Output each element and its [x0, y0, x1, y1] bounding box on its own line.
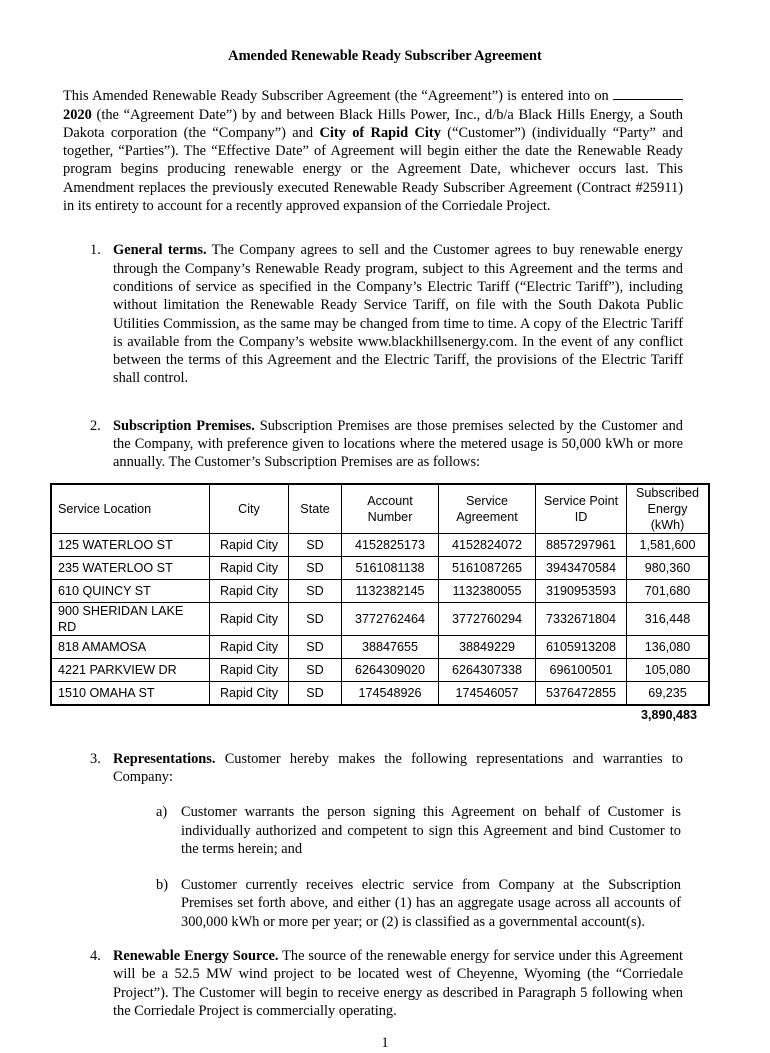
total-subscribed-energy: 3,890,483 [640, 707, 697, 722]
subitem-label: a) [156, 804, 168, 821]
table-row [51, 658, 709, 681]
table-cell: SD [289, 602, 342, 635]
intro-year: 2020 [63, 106, 92, 123]
subitem-b [156, 876, 681, 931]
table-cell: Rapid City [210, 579, 289, 602]
column-header: Service Point ID [536, 484, 627, 534]
table-row [51, 533, 709, 556]
table-row [51, 602, 709, 635]
section-text: Subscription Premises are those premises selected by the Customer and the Company, with preference given to locations where the metered usage is 50,000 kWh or more annually. The Customer’s Subscription Premises are as follows: [113, 417, 684, 471]
column-header: Subscribed Energy (kWh) [627, 484, 710, 534]
section-number: 2. [90, 417, 101, 434]
section-text: The Company agrees to sell and the Customer agrees to buy renewable energy through the Company’s Renewable Ready program, subject to this Agreement and the terms and conditions of service as specified in the Company’s Electric Tariff (“Electric Tariff”), including without limitation the Renewable Ready Service Tariff, on file with the South Dakota Public Utilities Commission, as the same may be changed from time to time. A copy of the Electric Tariff is available from the Company’s website www.blackhillsenergy.com. In the event of any conflict between the terms of this Agreement and the Electric Tariff, the provisions of the Electric Tariff shall control. [113, 242, 683, 387]
section-heading: Renewable Energy Source. [113, 948, 279, 965]
section-heading: Subscription Premises. [113, 417, 255, 434]
section-3 [90, 750, 683, 787]
column-header: Account Number [342, 484, 439, 534]
page-number: 1 [381, 1035, 389, 1052]
subitem-label: b) [156, 877, 168, 894]
table-cell: 1132380055 [439, 579, 536, 602]
table-cell: 7332671804 [536, 602, 627, 635]
section-heading: General terms. [113, 242, 207, 259]
section-number: 3. [90, 750, 101, 767]
subscription-premises-table [50, 483, 710, 706]
table-cell: SD [289, 681, 342, 705]
table-cell: 1132382145 [342, 579, 439, 602]
table-cell: 980,360 [627, 556, 710, 579]
date-blank [613, 87, 683, 100]
section-2 [90, 417, 684, 472]
section-text: Customer hereby makes the following representations and warranties to Company: [113, 750, 683, 785]
table-row [51, 579, 709, 602]
table-header-row [51, 484, 709, 534]
table-cell: 38847655 [342, 635, 439, 658]
subitem-text: Customer currently receives electric service from Company at the Subscription Premises set forth above, and either (1) has an aggregate usage across all accounts of 300,000 kWh or more per year; or (2) is classified as a governmental account(s). [181, 877, 681, 930]
table-cell: SD [289, 658, 342, 681]
table-cell: 38849229 [439, 635, 536, 658]
table-cell: SD [289, 579, 342, 602]
table-cell: 4152824072 [439, 533, 536, 556]
table-row [51, 556, 709, 579]
table-cell: 125 WATERLOO ST [51, 533, 210, 556]
table-cell: 701,680 [627, 579, 710, 602]
section-1 [90, 241, 683, 387]
intro-text: (the “Agreement Date”) by and between Black Hills Power, Inc., d/b/a Black Hills Energy, a South Dakota corporation (the “Company”) and [63, 106, 683, 141]
table-row [51, 681, 709, 705]
table-row [51, 635, 709, 658]
table-cell: 610 QUINCY ST [51, 579, 210, 602]
table-cell: 3190953593 [536, 579, 627, 602]
table-cell: 316,448 [627, 602, 710, 635]
table-cell: 5161087265 [439, 556, 536, 579]
subitem-a [156, 803, 681, 858]
table-cell: 696100501 [536, 658, 627, 681]
intro-text: (“Customer”) (individually “Party” and together, “Parties”). The “Effective Date” of Agreement will begin either the date the Renewable Ready program begins producing renewable energy or the Agreement Date, whichever occurs last. This Amendment replaces the previously executed Renewable Ready Subscriber Agreement (Contract #25911) in its entirety to account for a recently approved expansion of the Corriedale Project. [63, 124, 683, 215]
section-number: 4. [90, 948, 101, 965]
table-cell: SD [289, 556, 342, 579]
table-cell: 136,080 [627, 635, 710, 658]
intro-text: This Amended Renewable Ready Subscriber Agreement (the “Agreement”) is entered into on [63, 88, 613, 105]
table-cell: 174548926 [342, 681, 439, 705]
column-header: State [289, 484, 342, 534]
column-header: City [210, 484, 289, 534]
column-header: Service Location [51, 484, 210, 534]
table-cell: 4152825173 [342, 533, 439, 556]
table-cell: 105,080 [627, 658, 710, 681]
table-cell: 5376472855 [536, 681, 627, 705]
table-cell: 3772762464 [342, 602, 439, 635]
table-cell: 1,581,600 [627, 533, 710, 556]
table-cell: 235 WATERLOO ST [51, 556, 210, 579]
column-header: Service Agreement [439, 484, 536, 534]
table-cell: 1510 OMAHA ST [51, 681, 210, 705]
table-cell: 3943470584 [536, 556, 627, 579]
table-cell: 174546057 [439, 681, 536, 705]
section-text: The source of the renewable energy for service under this Agreement will be a 52.5 MW wind project to be located west of Cheyenne, Wyoming (the “Corriedale Project”). The Customer will begin to receive energy as described in Paragraph 5 following when the Corriedale Project is commercially operating. [113, 948, 684, 1019]
table-cell: Rapid City [210, 635, 289, 658]
table-cell: Rapid City [210, 602, 289, 635]
section-number: 1. [90, 242, 101, 259]
table-cell: 6264307338 [439, 658, 536, 681]
intro-paragraph [63, 87, 683, 215]
table-cell: 6264309020 [342, 658, 439, 681]
table-cell: 6105913208 [536, 635, 627, 658]
section-4 [90, 947, 684, 1020]
table-cell: 4221 PARKVIEW DR [51, 658, 210, 681]
table-cell: 8857297961 [536, 533, 627, 556]
subitem-text: Customer warrants the person signing this Agreement on behalf of Customer is individually authorized and competent to sign this Agreement and bind Customer to the terms herein; and [181, 804, 681, 857]
table-cell: 3772760294 [439, 602, 536, 635]
table-cell: SD [289, 533, 342, 556]
document-title: Amended Renewable Ready Subscriber Agreement [228, 48, 542, 64]
table-cell: Rapid City [210, 658, 289, 681]
table-cell: 900 SHERIDAN LAKE RD [51, 602, 210, 635]
customer-name: City of Rapid City [319, 124, 441, 141]
table-cell: SD [289, 635, 342, 658]
table-cell: 818 AMAMOSA [51, 635, 210, 658]
table-cell: 69,235 [627, 681, 710, 705]
table-cell: Rapid City [210, 681, 289, 705]
section-heading: Representations. [113, 750, 216, 767]
table-cell: 5161081138 [342, 556, 439, 579]
table-cell: Rapid City [210, 556, 289, 579]
table-cell: Rapid City [210, 533, 289, 556]
